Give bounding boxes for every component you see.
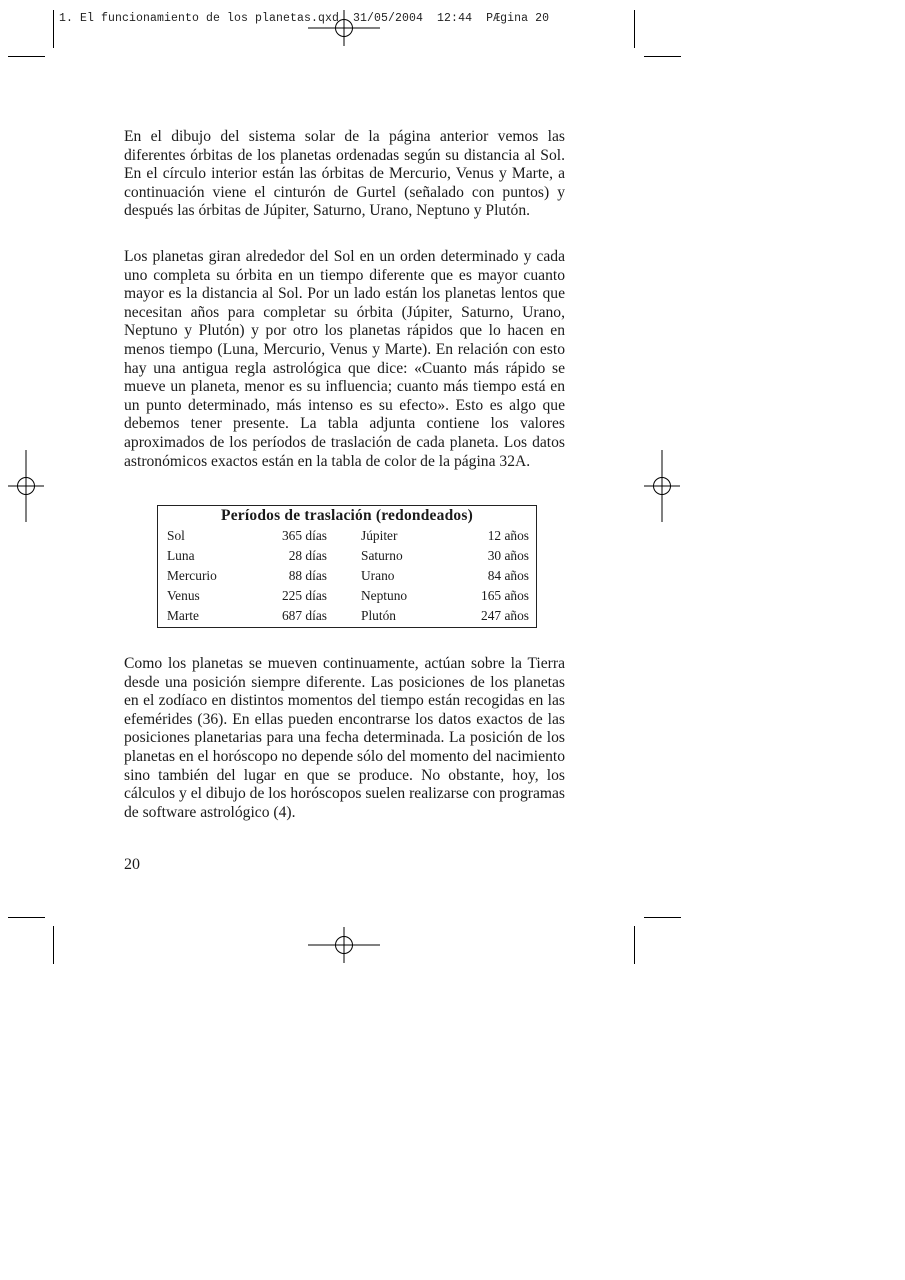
paragraph-text: En el dibujo del sistema solar de la página anterior vemos las diferentes órbitas de los planetas ordenadas según su distancia al Sol. En el círculo interior están las órbitas de Mercurio, Venus y Marte, a continuación viene el cinturón de Gurtel (señalado con puntos) y después las órbitas de Júpiter, Saturno, Urano, Neptuno y Plutón. xyxy=(124,128,565,220)
planet-name: Saturno xyxy=(361,548,403,563)
paragraph-solar-system-orbits xyxy=(124,128,565,221)
crop-mark-top-right-horizontal xyxy=(644,56,681,57)
paragraph-planet-speeds xyxy=(124,248,565,471)
crop-mark-top-left-vertical xyxy=(53,10,54,48)
crop-mark-bottom-left-horizontal xyxy=(8,917,45,918)
table-row xyxy=(167,526,529,546)
registration-mark-right-icon xyxy=(644,468,680,504)
registration-mark-left-icon xyxy=(8,468,44,504)
period-value: 88 días xyxy=(288,568,327,583)
period-value: 30 años xyxy=(487,548,529,563)
planet-name: Plutón xyxy=(361,608,396,623)
crop-mark-top-right-vertical xyxy=(634,10,635,48)
paragraph-ephemerides xyxy=(124,655,565,822)
registration-mark-bottom-icon xyxy=(326,927,362,963)
planet-name: Neptuno xyxy=(361,588,408,603)
page-number: 20 xyxy=(124,856,140,873)
period-value: 12 años xyxy=(487,528,529,543)
period-value: 165 años xyxy=(481,588,529,603)
table-row xyxy=(167,606,529,626)
planet-name: Marte xyxy=(167,608,199,623)
period-value: 28 días xyxy=(288,548,327,563)
period-value: 225 días xyxy=(281,588,327,603)
period-value: 84 años xyxy=(487,568,529,583)
table-row xyxy=(167,546,529,566)
crop-mark-bottom-right-horizontal xyxy=(644,917,681,918)
period-value: 687 días xyxy=(281,608,327,623)
crop-mark-bottom-left-vertical xyxy=(53,926,54,964)
planet-name: Sol xyxy=(167,528,185,543)
table-body xyxy=(167,526,529,626)
planet-name: Mercurio xyxy=(167,568,217,583)
translation-periods-table xyxy=(157,505,537,628)
planet-name: Luna xyxy=(167,548,195,563)
printer-slug: 1. El funcionamiento de los planetas.qxd 31/05/2004 12:44 PÆgina 20 xyxy=(59,12,550,25)
paragraph-text: Como los planetas se mueven continuamente, actúan sobre la Tierra desde una posición siempre diferente. Las posiciones de los planetas en el zodíaco en distintos momentos del tiempo están recogidas en las efemérides (36). En ellas pueden encontrarse los datos exactos de las posiciones planetarias para una fecha determinada. La posición de los planetas en el horóscopo no depende sólo del momento del nacimiento sino también del lugar en que se produce. No obstante, hoy, los cálculos y el dibujo de los horóscopos suelen realizarse con programas de software astrológico (4). xyxy=(124,655,565,821)
period-value: 365 días xyxy=(281,528,327,543)
planet-name: Venus xyxy=(167,588,200,603)
crop-mark-bottom-right-vertical xyxy=(634,926,635,964)
planet-name: Urano xyxy=(361,568,395,583)
planet-name: Júpiter xyxy=(361,528,398,543)
paragraph-text: Los planetas giran alrededor del Sol en un orden determinado y cada uno completa su órbita en un tiempo diferente que es mayor cuanto mayor es la distancia al Sol. Por un lado están los planetas lentos que necesitan años para completar su órbita (Júpiter, Saturno, Urano, Neptuno y Plutón) y por otro los planetas rápidos que lo hacen en menos tiempo (Luna, Mercurio, Venus y Marte). En relación con esto hay una antigua regla astrológica que dice: «Cuanto más rápido se mueve un planeta, menor es su influencia; cuanto más tiempo está en un punto determinado, más intenso es su efecto». Esto es algo que debemos tener presente. La tabla adjunta contiene los valores aproximados de los períodos de traslación de cada planeta. Los datos astronómicos exactos están en la tabla de color de la página 32A. xyxy=(124,248,565,470)
table-row xyxy=(167,586,529,606)
registration-mark-top-icon xyxy=(326,10,362,46)
table-row xyxy=(167,566,529,586)
crop-mark-top-left-horizontal xyxy=(8,56,45,57)
table-title: Períodos de traslación (redondeados) xyxy=(221,507,473,524)
period-value: 247 años xyxy=(481,608,529,623)
